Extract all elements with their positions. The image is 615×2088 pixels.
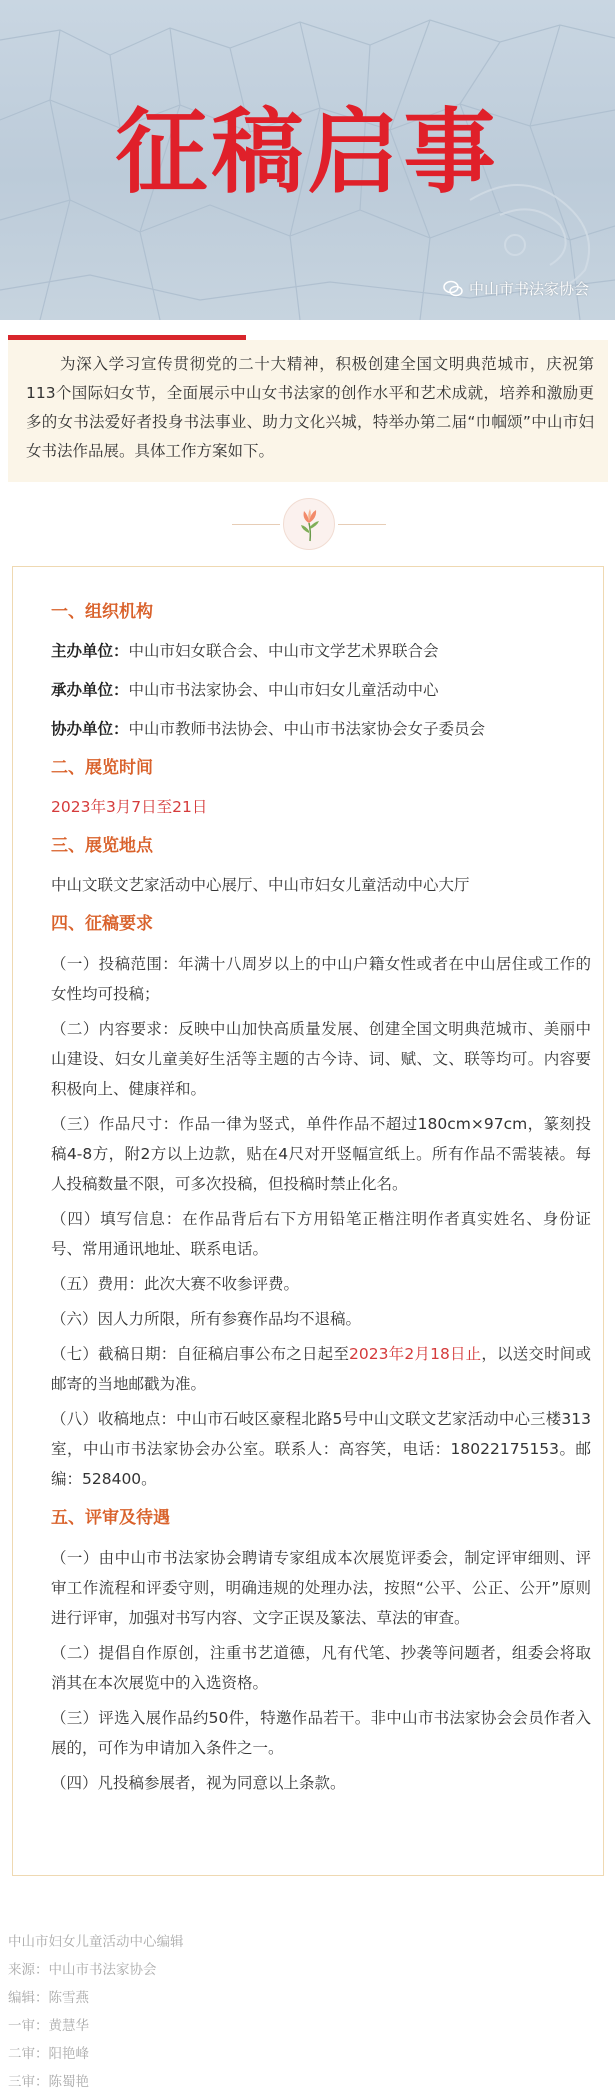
exhibition-venue: 中山文联文艺家活动中心展厅、中山市妇女儿童活动中心大厅 [51, 876, 470, 894]
page-title: 征稿启事 [115, 99, 500, 206]
review-item-1: （一）由中山市书法家协会聘请专家组成本次展览评委会，制定评审细则、评审工作流程和评委守则，明确违规的处理办法，按照“公平、公正、公开”原则进行评审，加强对书写内容、文字正误及篆法、草法的审查。 [51, 1549, 591, 1627]
assist-value: 中山市教师书法协会、中山市书法家协会女子委员会 [128, 720, 486, 738]
flower-icon [284, 499, 336, 551]
requirement-item-5: （五）费用：此次大赛不收参评费。 [51, 1275, 300, 1293]
assist-row [51, 710, 591, 749]
exhibition-date: 2023年3月7日至21日 [51, 798, 208, 816]
review-item-2: （二）提倡自作原创，注重书艺道德，凡有代笔、抄袭等问题者，组委会将取消其在本次展览中的入选资格。 [51, 1644, 591, 1692]
deadline-prefix: （七）截稿日期：自征稿启事公布之日起至 [51, 1345, 350, 1363]
flower-divider [0, 488, 615, 558]
requirement-item-6: （六）因人力所限，所有参赛作品均不退稿。 [51, 1310, 362, 1328]
credit-editor-org: 中山市妇女儿童活动中心编辑 [8, 1934, 184, 1950]
requirement-item-4: （四）填写信息：在作品背后右下方用铅笔正楷注明作者真实姓名、身份证号、常用通讯地址、联系电话。 [51, 1210, 591, 1258]
section-heading-time: 二、展览时间 [51, 758, 153, 778]
credit-source: 来源：中山市书法家协会 [8, 1962, 157, 1978]
divider-line-left [232, 524, 280, 525]
deadline-suffix: ，以送交时间或邮寄的当地邮戳为准。 [51, 1345, 591, 1393]
host-value: 中山市妇女联合会、中山市文学艺术界联合会 [128, 642, 439, 660]
requirement-item-7 [51, 1339, 591, 1399]
requirement-item-1: （一）投稿范围：年满十八周岁以上的中山户籍女性或者在中山居住或工作的女性均可投稿； [51, 955, 591, 1003]
section-heading-org: 一、组织机构 [51, 602, 153, 622]
section-heading-review: 五、评审及待遇 [51, 1508, 170, 1528]
section-heading-requirements: 四、征稿要求 [51, 914, 153, 934]
review-item-4: （四）凡投稿参展者，视为同意以上条款。 [51, 1774, 346, 1792]
undertake-label: 承办单位： [51, 681, 129, 699]
intro-panel [8, 340, 608, 482]
intro-text: 为深入学习宣传贯彻党的二十大精神，积极创建全国文明典范城市，庆祝第113个国际妇女节，全面展示中山女书法家的创作水平和艺术成就，培养和激励更多的女书法爱好者投身书法事业、助力文化兴城，特举办第二届“巾帼颂”中山市妇女书法作品展。具体工作方案如下。 [26, 355, 594, 460]
watermark-text: 中山市书法家协会 [468, 280, 589, 298]
header-banner [0, 0, 615, 320]
credit-review-2: 二审：阳艳峰 [8, 2046, 89, 2062]
review-item-3: （三）评选入展作品约50件，特邀作品若干。非中山市书法家协会会员作者入展的，可作为申请加入条件之一。 [51, 1709, 591, 1757]
undertake-value: 中山市书法家协会、中山市妇女儿童活动中心 [128, 681, 439, 699]
host-label: 主办单位： [51, 642, 129, 660]
credit-review-3: 三审：陈蜀艳 [8, 2074, 89, 2088]
credit-review-1: 一审：黄慧华 [8, 2018, 89, 2034]
requirement-item-2: （二）内容要求：反映中山加快高质量发展、创建全国文明典范城市、美丽中山建设、妇女儿童美好生活等主题的古今诗、词、赋、文、联等均可。内容要积极向上、健康祥和。 [51, 1020, 591, 1098]
watermark [443, 278, 589, 299]
undertake-row [51, 671, 591, 710]
wechat-icon [443, 280, 463, 298]
assist-label: 协办单位： [51, 720, 129, 738]
credits [8, 1928, 184, 2088]
deadline-date: 2023年2月18日止 [349, 1345, 482, 1363]
credit-editor: 编辑：陈雪燕 [8, 1990, 89, 2006]
requirement-item-3: （三）作品尺寸：作品一律为竖式，单件作品不超过180cm×97cm，篆刻投稿4-8方，附2方以上边款，贴在4尺对开竖幅宣纸上。所有作品不需装裱。每人投稿数量不限，可多次投稿，但投稿时禁止化名。 [51, 1115, 591, 1193]
section-heading-place: 三、展览地点 [51, 836, 153, 856]
requirement-item-8: （八）收稿地点：中山市石岐区豪程北路5号中山文联文艺家活动中心三楼313室，中山市书法家协会办公室。联系人：高容笑，电话：18022175153。邮编：528400。 [51, 1410, 591, 1488]
flower-badge [283, 498, 335, 550]
divider-line-right [338, 524, 386, 525]
content-box [12, 566, 604, 1876]
host-row [51, 632, 591, 671]
